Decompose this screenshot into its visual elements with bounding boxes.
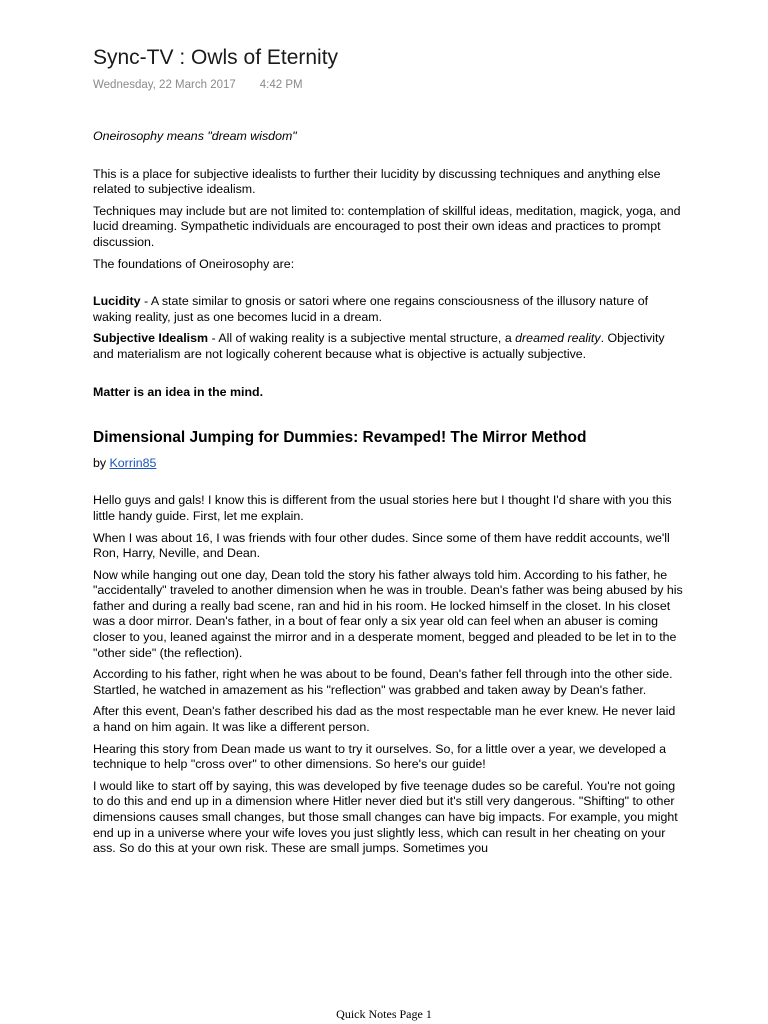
definition-idealism <box>93 331 683 362</box>
page-meta <box>93 79 303 91</box>
paragraph-techniques: Techniques may include but are not limited to: contemplation of skillful ideas, meditation, magick, yoga, and lucid dreaming. Sympathetic individuals are encouraged to post their own ideas and practices to prompt discussion. <box>93 203 681 249</box>
term-lucidity: Lucidity <box>93 294 141 309</box>
paragraph-foundations: The foundations of Oneirosophy are: <box>93 256 295 271</box>
article-paragraph: Now while hanging out one day, Dean told the story his father always told him. According to his father, he "accidentally" traveled to another dimension when he was in trouble. Dean's father was being abused by his father and during a really bad scene, ran and hid in his room. He locked himself in the closet. In his closet was a door mirror. Dean's father, in a bout of fear only a six year old can feel when an abuser is coming closer to you, leaned against the mirror and in a desperate moment, begged and pleaded to be let in to the "other side" (the reflection). <box>93 567 683 660</box>
byline-prefix: by <box>93 455 110 470</box>
article-heading: Dimensional Jumping for Dummies: Revamped! The Mirror Method <box>93 429 587 447</box>
page-title: Sync-TV : Owls of Eternity <box>93 46 339 69</box>
definition-idealism-text-1: - All of waking reality is a subjective mental structure, a <box>208 331 516 346</box>
page-date: Wednesday, 22 March 2017 <box>93 79 236 91</box>
author-link[interactable]: Korrin85 <box>109 455 157 470</box>
definition-idealism-text-2: . Objectivity and materialism are not logically coherent because what is objective is actually subjective. <box>93 331 665 361</box>
article-paragraph: I would like to start off by saying, this was developed by five teenage dudes so be careful. You're not going to do this and end up in a dimension where Hitler never died but it's still very dangerous. "Shifting" to other dimensions causes small changes, but those small changes can have big impacts. For example, you might end up in a universe where your wife loves you just slightly less, which can result in her cheating on your ass. So do this at your own risk. These are small jumps. Sometimes you <box>93 778 678 856</box>
definition-idealism-emph: dreamed reality <box>515 331 601 346</box>
intro-line: Oneirosophy means "dream wisdom" <box>93 129 297 143</box>
article-paragraph: Hearing this story from Dean made us want to try it ourselves. So, for a little over a year, we developed a technique to help "cross over" to other dimensions. So here's our guide! <box>93 741 666 772</box>
article-byline <box>93 456 683 472</box>
paragraph-purpose: This is a place for subjective idealists to further their lucidity by discussing techniques and anything else related to subjective idealism. <box>93 166 661 197</box>
statement-matter: Matter is an idea in the mind. <box>93 384 264 399</box>
article-paragraph: Hello guys and gals! I know this is different from the usual stories here but I thought I'd share with you this little handy guide. First, let me explain. <box>93 493 672 523</box>
article-paragraph: After this event, Dean's father described his dad as the most respectable man he ever knew. He never laid a hand on him again. It was like a different person. <box>93 704 676 735</box>
term-idealism: Subjective Idealism <box>93 331 209 346</box>
article-paragraph: When I was about 16, I was friends with four other dudes. Since some of them have reddit accounts, we'll Ron, Harry, Neville, and Dean. <box>93 530 670 561</box>
definition-lucidity <box>93 294 683 325</box>
page-time: 4:42 PM <box>259 79 303 91</box>
article-paragraph: According to his father, right when he was about to be found, Dean's father fell through into the other side. Startled, he watched in amazement as his "reflection" was grabbed and taken away by Dean's father. <box>93 667 673 697</box>
note-body <box>93 129 683 863</box>
page-footer: Quick Notes Page 1 <box>336 1007 432 1021</box>
definition-lucidity-text: - A state similar to gnosis or satori where one regains consciousness of the illusory nature of waking reality, just as one becomes lucid in a dream. <box>93 294 649 324</box>
